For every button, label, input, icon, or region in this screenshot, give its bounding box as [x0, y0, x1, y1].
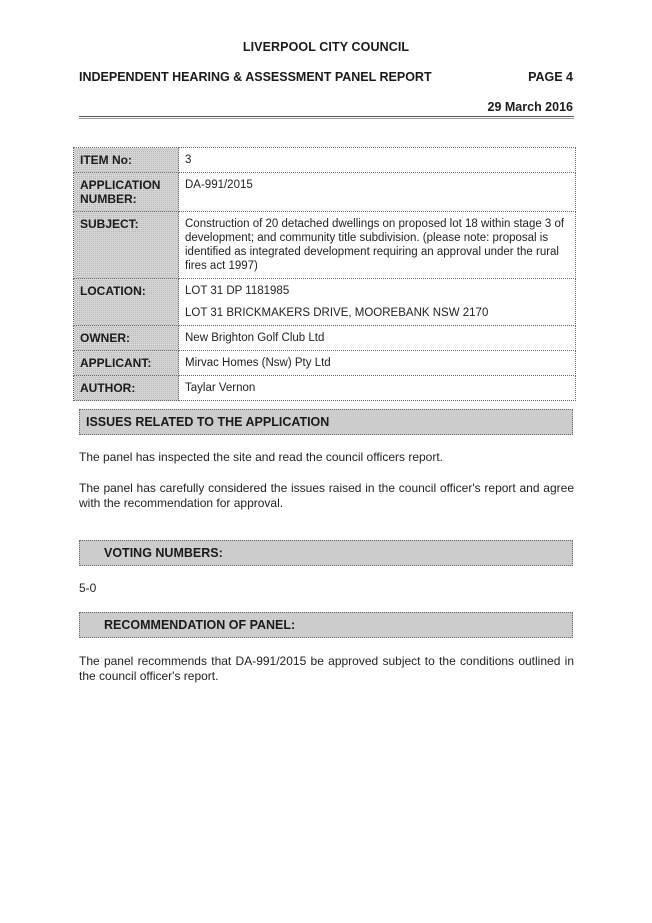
subject-label: SUBJECT: — [74, 212, 179, 279]
application-label: APPLICATION NUMBER: — [74, 173, 179, 212]
location-line-2: LOT 31 BRICKMAKERS DRIVE, MOOREBANK NSW 2170 — [185, 307, 489, 319]
recommendation-text: The panel recommends that DA-991/2015 be approved subject to the conditions outlined in the council officer's report. — [79, 654, 574, 683]
voting-heading: VOTING NUMBERS: — [79, 540, 573, 566]
location-label: LOCATION: — [74, 279, 179, 326]
location-line-1: LOT 31 DP 1181985 — [185, 285, 290, 297]
owner-value: New Brighton Golf Club Ltd — [179, 326, 576, 351]
voting-value: 5-0 — [79, 581, 97, 595]
item-value: 3 — [179, 148, 576, 173]
table-row — [74, 148, 576, 173]
council-name: LIVERPOOL CITY COUNCIL — [242, 40, 410, 54]
issues-heading: ISSUES RELATED TO THE APPLICATION — [79, 409, 573, 435]
location-value — [179, 279, 576, 326]
item-label: ITEM No: — [74, 148, 179, 173]
page-number: PAGE 4 — [528, 70, 573, 84]
issues-paragraph-2: The panel has carefully considered the issues raised in the council officer's report and agree with the recommendation for approval. — [79, 481, 574, 510]
applicant-value: Mirvac Homes (Nsw) Pty Ltd — [179, 351, 576, 376]
owner-label: OWNER: — [74, 326, 179, 351]
table-row — [74, 173, 576, 212]
table-row — [74, 351, 576, 376]
table-row — [74, 376, 576, 401]
subject-value: Construction of 20 detached dwellings on proposed lot 18 within stage 3 of development; and community title subdivision. (please note: proposal is identified as integrated development requiring an approval under the rural fires act 1997) — [179, 212, 576, 279]
application-info-table — [73, 147, 576, 401]
applicant-label: APPLICANT: — [74, 351, 179, 376]
issues-paragraph-1: The panel has inspected the site and read the council officers report. — [79, 450, 444, 464]
recommendation-heading: RECOMMENDATION OF PANEL: — [79, 612, 573, 638]
table-row — [74, 326, 576, 351]
application-value: DA-991/2015 — [179, 173, 576, 212]
author-label: AUTHOR: — [74, 376, 179, 401]
table-row — [74, 212, 576, 279]
report-date: 29 March 2016 — [487, 100, 573, 114]
report-title: INDEPENDENT HEARING & ASSESSMENT PANEL REPORT — [79, 70, 432, 84]
author-value: Taylar Vernon — [179, 376, 576, 401]
header-divider — [79, 116, 574, 119]
table-row — [74, 279, 576, 326]
